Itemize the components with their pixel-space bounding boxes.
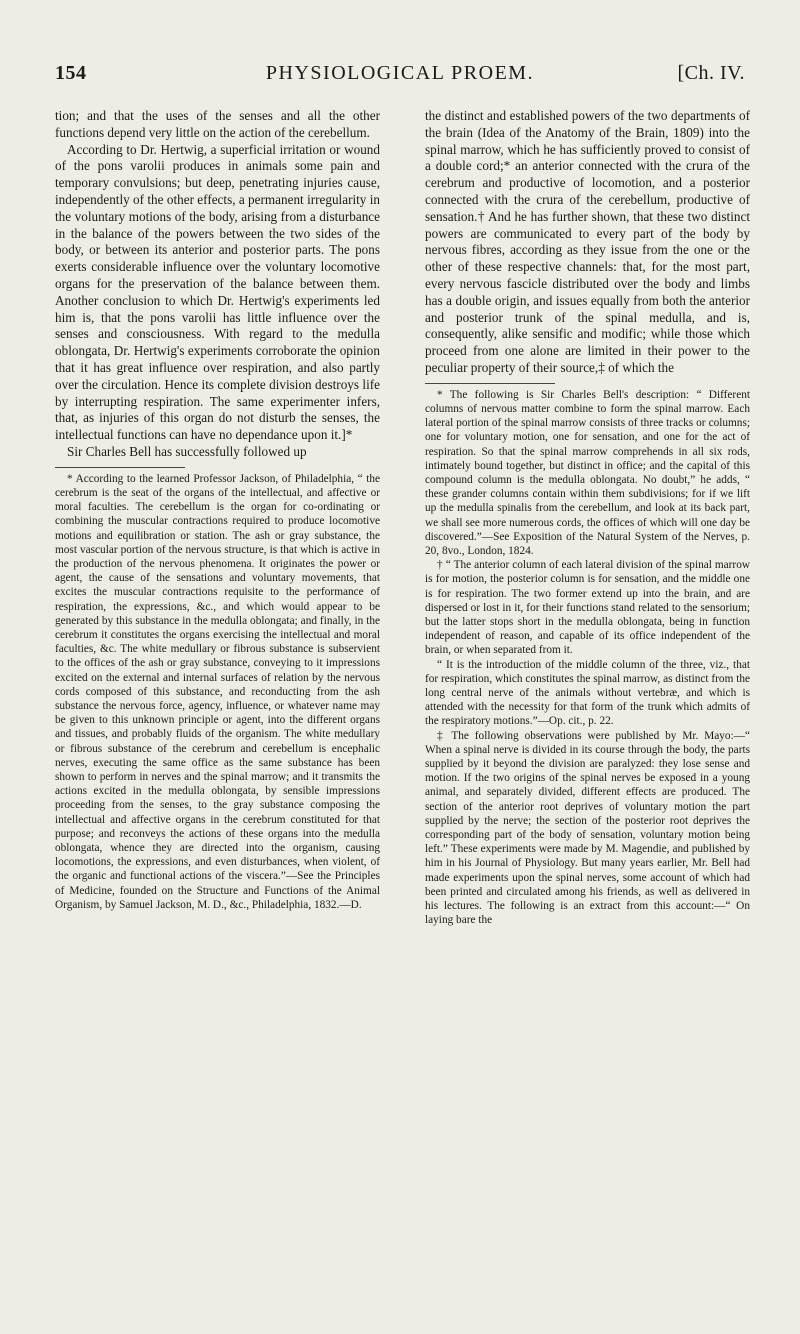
footnote: † “ The anterior column of each lateral division of the spinal marrow is for motion, the posterior column is for sensation, and the middle one is for respiration. The two former extend up into the brain, and are dispersed or lost in it, for their functions stand related to the sensorium; but the latter stops short in the medulla oblongata, being in function independent of reason, and capable of its office independent of the brain, or when separated from it. xyxy=(425,559,750,657)
left-body-text xyxy=(55,108,380,461)
page-number: 154 xyxy=(55,62,87,84)
footnote-divider xyxy=(425,383,555,384)
body-paragraph: the distinct and established powers of the two departments of the brain (Idea of the Anatomy of the Brain, 1809) into the spinal marrow, which he has sufficiently proved to consist of a double cord;* an anterior connected with the crura of the cerebrum and productive of locomotion, and a posterior connected with the crura of the cerebellum, productive of sensation.† And he has further shown, that these two distinct powers are communicated to every part of the body by nervous fibres, according as they issue from the one or the other of these respective channels: that, for the most part, every nervous fascicle distributed over the body and limbs has a double origin, and issues equally from both the anterior and posterior trunk of the spinal medulla, and is, consequently, alike sensific and modific; while those which proceed from one alone are limited in their power to the peculiar property of their source,‡ of which the xyxy=(425,108,750,375)
body-paragraph: According to Dr. Hertwig, a superficial irritation or wound of the pons varolii produces in animals some pain and temporary convulsions; but deep, penetrating injuries cause, independently of the other effects, a permanent irregularity in the voluntary motions of the body, arising from a disturbance in the balance of the powers between the two sides of the body, or between its anterior and posterior parts. The pons exerts considerable influence over the voluntary locomotive organs for the preservation of the balance between them. Another conclusion to which Dr. Hertwig's experiments led him is, that the pons varolii has little influence over the senses and consciousness. With regard to the medulla oblongata, Dr. Hertwig's experiments corroborate the opinion that it has great influence over respiration, and also partly over the circulation. Hence its complete division destroys life by interrupting respiration. The same experimenter infers, that, as injuries of this organ do not disturb the senses, the intellectual functions can have no dependance upon it.]* xyxy=(55,141,380,443)
footnote: “ It is the introduction of the middle column of the three, viz., that for respiration, which constitutes the spinal marrow, as distinct from the long central nerve of the animals without vertebræ, and which is attended with the necessity for that form of the trunk which admits of the respiratory motions.”—Op. cit., p. 22. xyxy=(425,658,750,728)
chapter-reference: [Ch. IV. xyxy=(677,62,745,84)
right-footnotes xyxy=(425,388,750,928)
left-column xyxy=(55,108,380,912)
footnote: ‡ The following observations were published by Mr. Mayo:—“ When a spinal nerve is divided in its course through the body, the parts supplied by it beyond the division are paralyzed: they lose sense and motion. If the two origins of the spinal nerves be exposed in a young animal, and separately divided, different effects are produced. The section of the anterior root deprives of voluntary motion the part supplied by the nerve; the section of the posterior root deprives the corresponding part of the body of sensation, voluntary motion being left.” These experiments were made by M. Magendie, and published by him in his Journal of Physiology. But many years earlier, Mr. Bell had made experiments upon the spinal nerves, some account of which had been printed and circulated among his friends, as well as delivered in his lectures. The following is an extract from this account:—“ On laying bare the xyxy=(425,729,750,927)
running-title: PHYSIOLOGICAL PROEM. xyxy=(265,62,535,84)
footnote: * The following is Sir Charles Bell's description: “ Different columns of nervous matter combine to form the spinal marrow. Each lateral portion of the spinal marrow consists of three tracks or columns; one for voluntary motion, one for sensation, and one for the act of respiration. So that the spinal marrow comprehends in all six rods, intimately bound together, but distinct in office; and the capital of this compound column is the medulla oblongata. No doubt,” he adds, “ these grander columns contain within them subdivisions; for if we lift up the medulla spinalis from the cerebellum, and look at its back part, we shall see more numerous cords, the offices of which will one day be discovered.”—See Exposition of the Natural System of the Nerves, p. 20, 8vo., London, 1824. xyxy=(425,388,750,557)
right-column xyxy=(425,108,750,927)
body-paragraph: Sir Charles Bell has successfully followed up xyxy=(67,443,307,459)
left-footnotes xyxy=(55,472,380,912)
footnote: * According to the learned Professor Jackson, of Philadelphia, “ the cerebrum is the seat of the organs of the intellectual, and affective or moral faculties. The cerebellum is the organ for co-ordinating or combining the muscular contractions required to produce locomotive motions and equilibration or station. The ash or gray substance, the most vascular portion of the nervous structure, is that which is active in the production of the nervous phenomena. It originates the power or agent, the cause of the sensations and voluntary movements, that excites the muscular contractions requisite to the performance of respiration, the expressions, &c., and which would appear to be generated by this substance in the medulla oblongata; and finally, in the cerebrum it constitutes the organs exercising the intellectual and moral faculties, &c. The white medullary or fibrous substance is subservient to the offices of the ash or gray substance, conveying to it impressions excited on the external and internal surfaces of relation by the nervous cords composed of this substance, and reconducting from the ash substance the nervous force, agency, influence, or whatever name may be given to this unknown principle or agent, into the different organs and tissues, and probably fluids of the organism. The white medullary or fibrous substance of the cerebrum and cerebellum is encephalic nerves, executing the same office as the same substance has been shown to perform in nerves and the spinal marrow; and it transmits the actions excited in the medulla oblongata, by sensible impressions proceeding from the senses, to the gray substance composing the intellectual and affective organs in the cerebrum constituted for that purpose; and reconveys the actions of these organs into the medulla oblongata, whence they are directed into the organism, causing locomotions, the expressions, and even disturbances, when violent, of the organic and functional actions of the viscera.”—See the Principles of Medicine, founded on the Structure and Functions of the Animal Organism, by Samuel Jackson, M. D., &c., Philadelphia, 1832.—D. xyxy=(55,472,380,911)
right-body-text xyxy=(425,108,750,377)
footnote-divider xyxy=(55,467,185,468)
page-header xyxy=(55,62,745,94)
body-paragraph: tion; and that the uses of the senses and all the other functions depend very little on the action of the cerebellum. xyxy=(55,108,380,140)
